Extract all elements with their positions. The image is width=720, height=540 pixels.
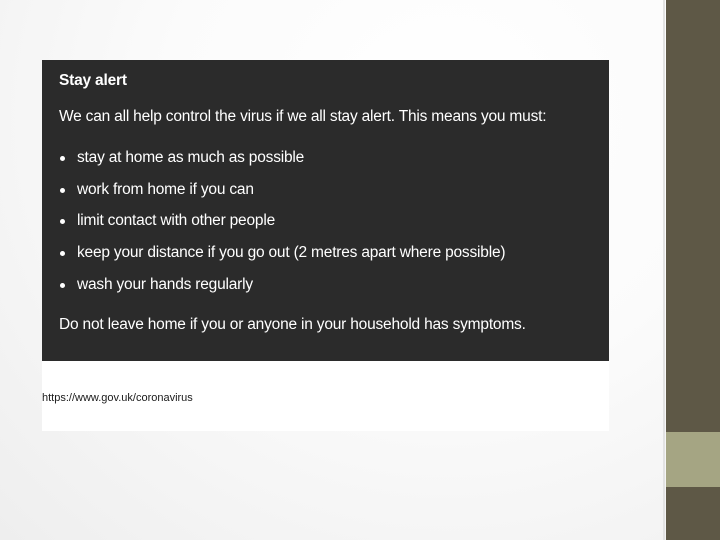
bullet-icon <box>60 188 65 193</box>
side-divider-line <box>663 0 665 540</box>
alert-list <box>59 149 505 307</box>
list-item-text: wash your hands regularly <box>77 275 253 293</box>
side-accent-bar-middle <box>666 432 720 487</box>
list-item-text: keep your distance if you go out (2 metres apart where possible) <box>77 244 506 262</box>
bullet-icon <box>60 156 65 161</box>
list-item <box>59 181 505 213</box>
list-item <box>59 212 505 244</box>
slide-card <box>42 60 609 431</box>
list-item-text: stay at home as much as possible <box>77 149 305 166</box>
list-item <box>59 276 505 308</box>
side-accent-bar-bottom <box>666 487 720 540</box>
alert-title: Stay alert <box>59 72 127 89</box>
bullet-icon <box>60 283 65 288</box>
source-url: https://www.gov.uk/coronavirus <box>42 392 193 404</box>
list-item-text: limit contact with other people <box>77 212 275 230</box>
alert-footer: Do not leave home if you or anyone in your household has symptoms. <box>59 316 526 333</box>
list-item-text: work from home if you can <box>77 180 254 198</box>
bullet-icon <box>60 251 65 256</box>
alert-intro: We can all help control the virus if we all stay alert. This means you must: <box>59 108 547 125</box>
bullet-icon <box>60 219 65 224</box>
stay-alert-panel <box>42 60 609 361</box>
list-item <box>59 149 505 181</box>
list-item <box>59 244 505 276</box>
side-accent-bar-top <box>666 0 720 432</box>
